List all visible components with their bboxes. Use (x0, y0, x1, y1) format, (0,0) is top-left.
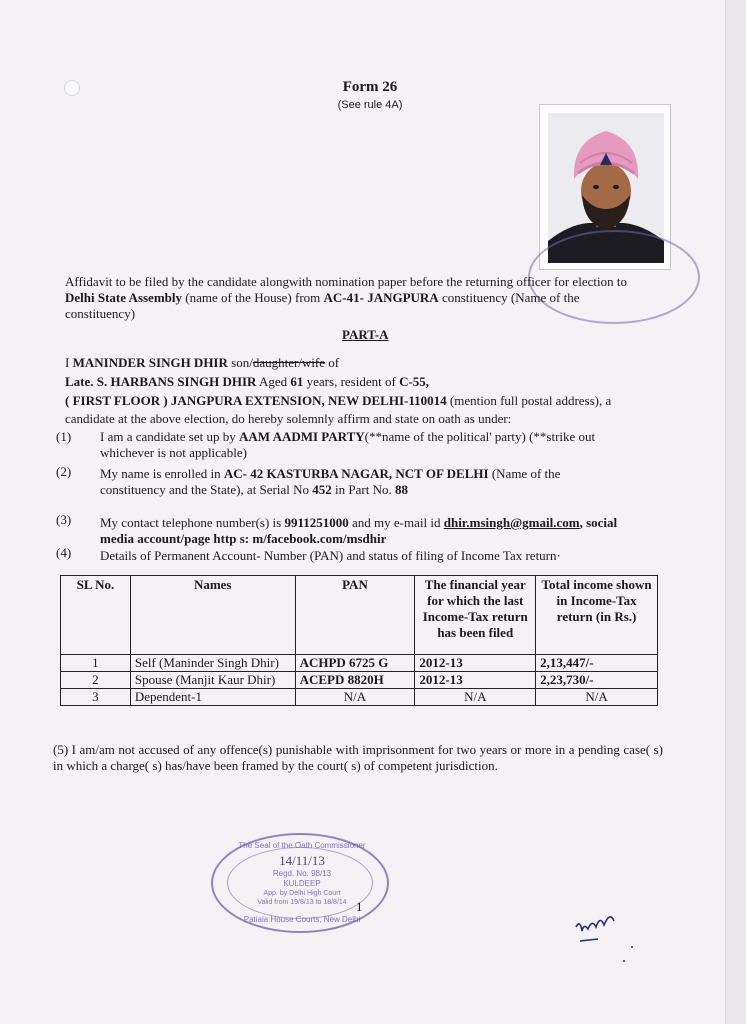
table-row: 3 Dependent-1 N/A N/A N/A (61, 689, 658, 706)
declarant-line-1: I MANINDER SINGH DHIR son/daughter/wife of (65, 355, 340, 370)
seal-valid: Valid from 19/8/13 to 18/8/14 (257, 899, 347, 906)
item-2-number: (2) (56, 464, 72, 479)
part-a-heading: PART-A (342, 327, 389, 342)
table-row: 1 Self (Maninder Singh Dhir) ACHPD 6725 G 2012-13 2,13,447/- (61, 655, 658, 672)
punch-hole (64, 80, 80, 96)
header-total-income: Total income shown in Income-Tax return (in Rs.) (536, 576, 658, 655)
page-edge (725, 0, 746, 1024)
declarant-line-4: candidate at the above election, do hereby solemnly affirm and state on oath as under: (65, 411, 512, 426)
table-header-row (61, 576, 658, 655)
constituency-name: AC-41- JANGPURA (323, 290, 439, 305)
item-1-number: (1) (56, 429, 72, 444)
father-name: Late. S. HARBANS SINGH DHIR (65, 374, 257, 389)
postal-address: ( FIRST FLOOR ) JANGPURA EXTENSION, NEW DELHI-110014 (65, 393, 447, 408)
item-4: Details of Permanent Account- Number (PAN) and status of filing of Income Tax return· (100, 548, 561, 563)
house-name: Delhi State Assembly (65, 290, 182, 305)
header-financial-year: The financial year for which the last Income-Tax return has been filed (415, 576, 536, 655)
item-2: My name is enrolled in AC- 42 KASTURBA NAGAR, NCT OF DELHI (Name of the constituency and the State), at Serial No 452 in Part No. 88 (100, 466, 561, 497)
party-name: AAM AADMI PARTY (238, 429, 365, 444)
item-3-number: (3) (56, 512, 72, 527)
oath-commissioner-seal (211, 833, 389, 933)
candidate-name: MANINDER SINGH DHIR (72, 355, 228, 370)
page-number: 1 (356, 899, 363, 914)
seal-regd: Regd. No. 98/13 (272, 869, 332, 878)
header-names: Names (130, 576, 295, 655)
form-rule: (See rule 4A) (337, 99, 403, 111)
header-sl-no: SL No. (61, 576, 131, 655)
item-3: My contact telephone number(s) is 9911251000 and my e-mail id dhir.msingh@gmail.com, social media account/page http s: m/facebook.com/msdhir (100, 515, 618, 546)
enrolled-constituency: AC- 42 KASTURBA NAGAR, NCT OF DELHI (223, 466, 489, 481)
seal-name: KULDEEP (283, 879, 321, 888)
seal-date: 14/11/13 (279, 853, 325, 868)
phone-number: 9911251000 (284, 515, 349, 530)
declarant-line-2: Late. S. HARBANS SINGH DHIR Aged 61 years, resident of C-55, (65, 374, 430, 389)
item-5: (5) I am/am not accused of any offence(s) punishable with imprisonment for two years or more in a pending case( s) in which a charge( s) has/have been framed by the court( s) of competent jurisdiction. (53, 742, 663, 773)
email-address: dhir.msingh@gmail.com (443, 515, 580, 530)
item-4-number: (4) (56, 545, 72, 560)
social-media: media account/page http s: m/facebook.com/msdhir (100, 531, 387, 546)
seal-ring-text: The Seal of the Oath Commissioner (238, 841, 366, 850)
seal-appt: App. by Delhi High Court (263, 890, 341, 897)
header-pan: PAN (295, 576, 415, 655)
item-1: I am a candidate set up by AAM AADMI PARTY(**name of the political' party) (**strike out whichever is not applicable) (100, 429, 596, 460)
table-row: 2 Spouse (Manjit Kaur Dhir) ACEPD 8820H 2012-13 2,23,730/- (61, 672, 658, 689)
intro-line-3: constituency) (65, 306, 136, 321)
declarant-line-3: ( FIRST FLOOR ) JANGPURA EXTENSION, NEW DELHI-110014 (mention full postal address), a (65, 393, 612, 408)
intro-line-1: Affidavit to be filed by the candidate alongwith nomination paper before the returning officer for election to (65, 274, 627, 289)
candidate-signature (570, 905, 650, 965)
intro-line-2: Delhi State Assembly (name of the House) from AC-41- JANGPURA constituency (Name of the (65, 290, 580, 305)
form-title: Form 26 (342, 79, 398, 95)
pan-details-table (60, 575, 658, 706)
seal-court: Patiala House Courts, New Delhi (243, 915, 361, 924)
